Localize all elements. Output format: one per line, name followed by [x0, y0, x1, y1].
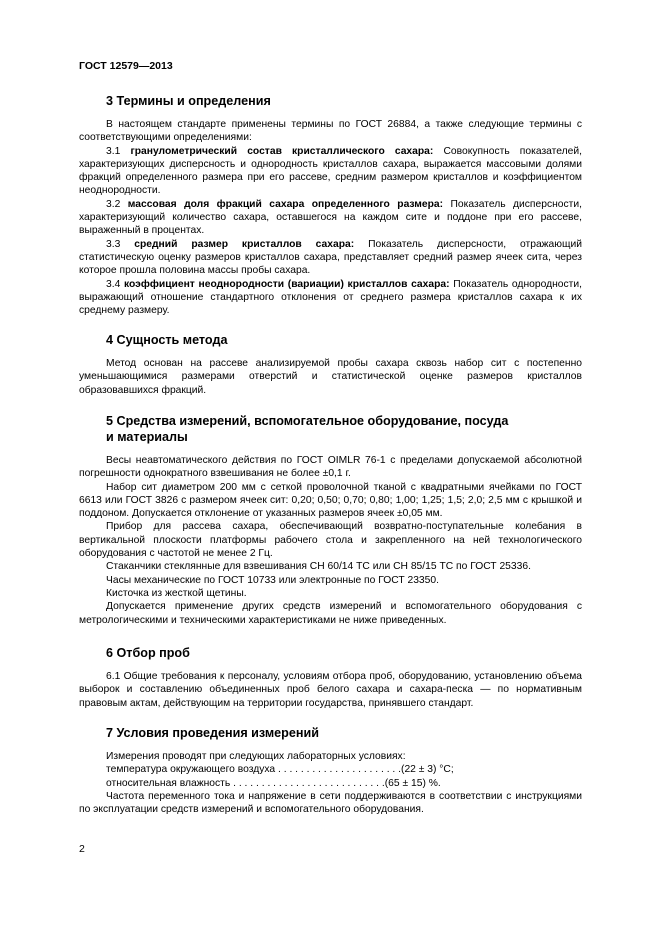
- term-3-4-term: коэффициент неоднородности (вариации) кристаллов сахара:: [123, 278, 450, 290]
- section-5-title: [106, 413, 582, 445]
- section-4-title: 4 Сущность метода: [106, 333, 228, 347]
- term-3-3: [79, 238, 582, 278]
- section-5-glassware: Стаканчики стеклянные для взвешивания СН 60/14 ТС или СН 85/15 ТС по ГОСТ 25336.: [106, 561, 531, 573]
- section-4: [79, 332, 582, 397]
- section-5-scales: Весы неавтоматического действия по ГОСТ OIMLR 76-1 с пределами допускаемой абсолютной погрешности однократного взвешивания не более ±0,1 г.: [79, 455, 582, 480]
- section-5-alternatives: Допускается применение других средств измерений и вспомогательного оборудования с метрологическими и техническими характеристиками не ниже приведенных.: [79, 601, 582, 626]
- term-3-3-term: средний размер кристаллов сахара:: [134, 238, 355, 250]
- condition-temperature-dots: . . . . . . . . . . . . . . . . . . . . . .: [275, 764, 402, 776]
- term-3-3-def: Показатель дисперсности, отражающий статистическую оценку размеров кристаллов сахара, представляет средний размер ячеек сита, через которое прошла половина массы пробы сахара.: [79, 238, 582, 277]
- section-6-paragraph: 6.1 Общие требования к персоналу, условиям отбора проб, оборудованию, установлению объема выборок и составлению объединенных проб белого сахара и сахара-песка — по нормативным правовым актам, действующим на территории государства, принявшего стандарт.: [79, 671, 582, 709]
- section-5-clock: Часы механические по ГОСТ 10733 или электронные по ГОСТ 23350.: [106, 574, 439, 586]
- section-7-intro: Измерения проводят при следующих лабораторных условиях:: [106, 751, 406, 762]
- term-3-2-def: Показатель дисперсности, характеризующий количество сахара, оставшегося на каждом сите и поддоне при его рассеве, выраженный в процентах.: [79, 198, 583, 237]
- section-3-title: 3 Термины и определения: [106, 94, 271, 108]
- section-3: [79, 93, 582, 317]
- condition-humidity: [79, 777, 582, 790]
- section-7: [79, 725, 582, 816]
- term-3-1-num: 3.1: [106, 145, 131, 157]
- term-3-2: [79, 198, 582, 238]
- section-4-paragraph: Метод основан на рассеве анализируемой пробы сахара сквозь набор сит с постепенно уменьшающимися размерами отверстий и статистической оценке размеров кристаллов образовавшихся фракций.: [79, 358, 582, 396]
- term-3-1: [79, 145, 582, 198]
- condition-humidity-value: (65 ± 15) %.: [384, 777, 441, 789]
- condition-temperature-value: (22 ± 3) °С;: [401, 764, 454, 776]
- section-5-shaker: Прибор для рассева сахара, обеспечивающий возвратно-поступательные колебания в вертикальной плоскости платформы рабочего стола и закрепленного на ней технологического оборудования с частотой не менее 2 Гц.: [79, 521, 582, 560]
- term-3-4: [79, 278, 582, 318]
- condition-temperature: [79, 763, 582, 776]
- page-number: 2: [79, 843, 85, 855]
- section-7-title: 7 Условия проведения измерений: [106, 726, 319, 740]
- section-3-intro: В настоящем стандарте применены термины по ГОСТ 26884, а также следующие термины с соответствующими определениями:: [79, 119, 582, 144]
- document-header: ГОСТ 12579—2013: [79, 60, 173, 72]
- term-3-1-term: гранулометрический состав кристаллического сахара:: [130, 145, 434, 157]
- condition-humidity-label: относительная влажность: [106, 777, 231, 789]
- term-3-4-def: Показатель однородности, выражающий отношение стандартного отклонения от среднего размера кристаллов сахара к их среднему размеру.: [79, 278, 582, 317]
- section-5-brush: Кисточка из жесткой щетины.: [106, 587, 247, 599]
- term-3-3-num: 3.3: [106, 238, 135, 250]
- section-5-title-line2: и материалы: [106, 430, 188, 444]
- section-7-power: Частота переменного тока и напряжение в сети поддерживаются в соответствии с инструкциями по эксплуатации средств измерений и вспомогательного оборудования.: [79, 790, 582, 816]
- section-5-sieves: Набор сит диаметром 200 мм с сеткой проволочной тканой с квадратными ячейками по ГОСТ 6613 или ГОСТ 3826 с размером ячеек сит: 0,20; 0,50; 0,70; 0,80; 1,00; 1,25; 1,5; 2,0; 2,5 мм с крышкой и поддоном. Допускается отклонение от указанных размеров ячеек ±0,05 мм.: [79, 481, 582, 520]
- term-3-2-term: массовая доля фракций сахара определенного размера:: [127, 198, 444, 210]
- condition-temperature-label: температура окружающего воздуха: [106, 764, 276, 776]
- section-6-title: 6 Отбор проб: [106, 646, 190, 660]
- term-3-2-num: 3.2: [106, 198, 128, 210]
- section-6: [79, 645, 582, 710]
- term-3-1-def: Совокупность показателей, характеризующих дисперсность и однородность кристаллов сахара, выражается массовыми долями фракций определенного размера при его рассеве, средним размером кристаллов и коэффициентом неоднородности.: [79, 145, 582, 197]
- condition-humidity-dots: . . . . . . . . . . . . . . . . . . . . . . . . . . .: [230, 777, 385, 789]
- term-3-4-num: 3.4: [106, 278, 124, 290]
- section-5-title-line1: 5 Средства измерений, вспомогательное оборудование, посуда: [106, 414, 509, 428]
- section-5: [79, 413, 582, 627]
